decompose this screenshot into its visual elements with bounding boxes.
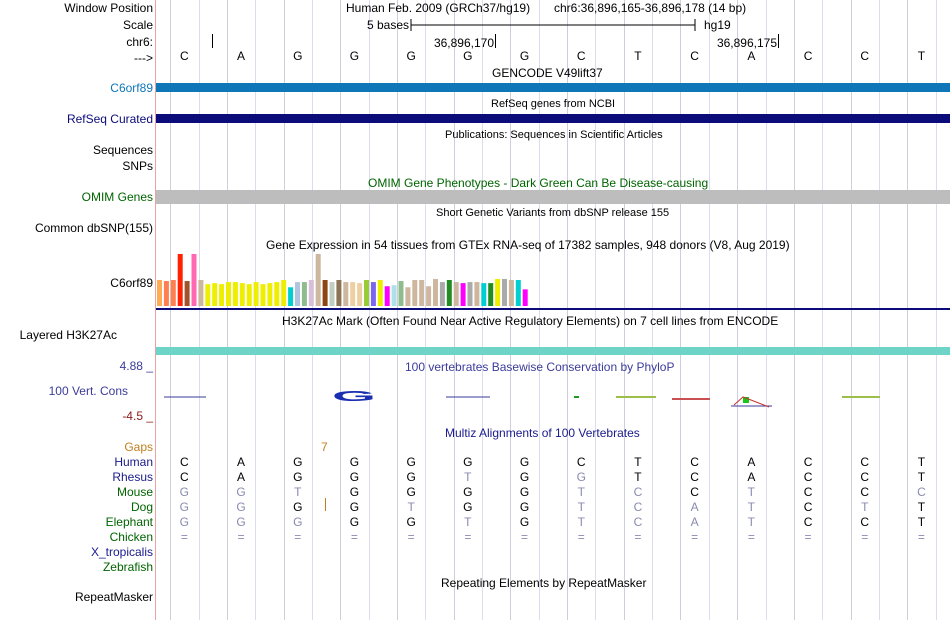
base-grid [156, 0, 950, 620]
aligned-base: G [179, 500, 190, 514]
label-strand-arrow: ---> [134, 51, 153, 65]
aligned-base: = [464, 530, 472, 544]
omim-title: OMIM Gene Phenotypes - Dark Green Can Be Disease-causing [368, 176, 709, 190]
gtex-tissue-bar[interactable] [274, 282, 279, 306]
label-gtex-gene[interactable]: C6orf89 [110, 276, 153, 290]
aligned-base: C [803, 455, 813, 469]
aligned-base: C [576, 455, 586, 469]
grid-line [284, 0, 285, 620]
gtex-tissue-bar[interactable] [302, 282, 307, 306]
aligned-base: T [917, 515, 926, 529]
reference-base: T [634, 49, 642, 63]
gtex-tissue-bar[interactable] [323, 280, 328, 306]
refseq-title: RefSeq genes from NCBI [491, 98, 616, 110]
reference-base: C [803, 49, 813, 63]
gtex-tissue-bar[interactable] [261, 284, 266, 306]
aligned-base: G [293, 455, 303, 469]
aligned-base: C [803, 515, 813, 529]
coord-tick-left [212, 34, 213, 48]
aligned-base: G [349, 515, 360, 529]
reference-base: C [180, 49, 189, 63]
species-label[interactable]: Human [114, 455, 153, 469]
phylop-title: 100 vertebrates Basewise Conservation by PhyloP [405, 360, 675, 374]
gtex-tissue-bar[interactable] [392, 285, 397, 306]
gtex-tissue-bar[interactable] [185, 281, 190, 306]
gtex-tissue-bar[interactable] [157, 280, 162, 306]
label-scale: Scale [122, 18, 153, 32]
gencode-title: GENCODE V49lift37 [492, 66, 603, 80]
aligned-base: = [804, 530, 812, 544]
gtex-tissue-bar[interactable] [330, 282, 335, 306]
gtex-tissue-bar[interactable] [419, 280, 424, 306]
aligned-base: C [633, 515, 643, 529]
aligned-base: T [577, 500, 585, 514]
gtex-tissue-bar[interactable] [171, 280, 176, 306]
aligned-base: C [803, 500, 813, 514]
reference-base: G [519, 49, 530, 63]
gtex-tissue-bar[interactable] [295, 282, 300, 306]
gaps-count: 7 [321, 440, 328, 454]
aligned-base: C [803, 470, 813, 484]
label-refseq-curated[interactable]: RefSeq Curated [66, 112, 153, 126]
aligned-base: C [860, 515, 870, 529]
aligned-base: T [577, 515, 585, 529]
label-100-vert-cons[interactable]: 100 Vert. Cons [48, 384, 128, 398]
aligned-base: A [237, 455, 246, 469]
aligned-base: T [294, 485, 302, 499]
aligned-base: G [349, 470, 360, 484]
grid-line [822, 0, 823, 620]
aligned-base: G [519, 500, 530, 514]
species-label[interactable]: X_tropicalis [90, 545, 153, 559]
gtex-tissue-bar[interactable] [233, 282, 238, 306]
label-separator [155, 0, 156, 620]
gtex-tissue-bar[interactable] [412, 280, 417, 306]
aligned-base: = [577, 530, 585, 544]
omim-gene-bar[interactable] [156, 190, 950, 204]
gtex-tissue-bar[interactable] [247, 284, 252, 306]
aligned-base: T [917, 500, 926, 514]
reference-base: G [293, 49, 303, 63]
gtex-tissue-bar[interactable] [240, 283, 245, 306]
aligned-base: = [861, 530, 869, 544]
gtex-tissue-bar[interactable] [364, 280, 369, 306]
multiz-title: Multiz Alignments of 100 Vertebrates [445, 426, 640, 440]
gtex-tissue-bar[interactable] [226, 282, 231, 306]
aligned-base: C [690, 485, 699, 499]
grid-line [680, 0, 681, 620]
reference-base: G [406, 49, 416, 63]
grid-line [624, 0, 625, 620]
gtex-tissue-bar[interactable] [192, 254, 197, 306]
grid-line [879, 0, 880, 620]
label-snps[interactable]: SNPs [122, 159, 153, 173]
aligned-base: T [464, 515, 472, 529]
dbsnp-title: Short Genetic Variants from dbSNP release 155 [436, 207, 670, 219]
aligned-base: C [860, 455, 870, 469]
gtex-tissue-bar[interactable] [502, 279, 507, 306]
reference-base: C [576, 49, 586, 63]
gtex-tissue-bar[interactable] [357, 283, 362, 306]
aligned-base: T [577, 485, 585, 499]
grid-line [397, 0, 398, 620]
aligned-base: G [576, 470, 586, 484]
scale-db: hg19 [704, 18, 731, 32]
grid-line [255, 0, 256, 620]
species-label[interactable]: Chicken [109, 530, 153, 544]
aligned-base: G [463, 500, 473, 514]
aligned-base: A [237, 470, 246, 484]
aligned-base: T [464, 470, 472, 484]
grid-line [766, 0, 767, 620]
grid-line [454, 0, 455, 620]
aligned-base: C [180, 455, 189, 469]
gtex-divider [156, 308, 950, 310]
gtex-tissue-bar[interactable] [164, 281, 169, 306]
grid-line [227, 0, 228, 620]
gtex-tissue-bar[interactable] [336, 280, 341, 306]
grid-line [851, 0, 852, 620]
aligned-base: = [407, 530, 415, 544]
coord-label-1: 36,896,170 [433, 36, 494, 50]
label-chrom: chr6: [126, 35, 153, 49]
aligned-base: = [747, 530, 755, 544]
reference-base: A [747, 49, 756, 63]
aligned-base: T [634, 455, 642, 469]
h3k27ac-title: H3K27Ac Mark (Often Found Near Active Regulatory Elements) on 7 cell lines from ENCODE [282, 314, 779, 328]
gtex-bars[interactable] [156, 253, 536, 307]
h3k27ac-bar[interactable] [156, 347, 950, 355]
aligned-base: C [633, 485, 643, 499]
aligned-base: C [690, 470, 699, 484]
phylop-signal[interactable] [156, 380, 950, 414]
gtex-tissue-bar[interactable] [198, 280, 203, 306]
aligned-base: G [463, 485, 473, 499]
grid-line [794, 0, 795, 620]
aligned-base: T [747, 485, 756, 499]
gtex-tissue-bar[interactable] [219, 284, 224, 306]
aligned-base: T [917, 470, 926, 484]
aligned-base: G [406, 455, 416, 469]
aligned-base: T [917, 455, 926, 469]
species-label[interactable]: Dog [130, 500, 153, 514]
aligned-base: G [349, 485, 360, 499]
reference-base: A [237, 49, 246, 63]
aligned-base: A [690, 515, 699, 529]
gtex-tissue-bar[interactable] [350, 282, 355, 306]
grid-line [907, 0, 908, 620]
aligned-base: = [350, 530, 358, 544]
refseq-gene-bar[interactable] [156, 114, 950, 123]
gtex-tissue-bar[interactable] [481, 283, 486, 306]
aligned-base: C [860, 470, 870, 484]
aligned-base: C [917, 485, 926, 499]
aligned-base: = [691, 530, 699, 544]
label-phylop-max: 4.88 _ [119, 359, 153, 373]
repeatmasker-title: Repeating Elements by RepeatMasker [441, 576, 647, 590]
aligned-base: G [519, 485, 530, 499]
reference-base: C [860, 49, 870, 63]
aligned-base: A [690, 500, 699, 514]
gtex-tissue-bar[interactable] [495, 279, 500, 306]
aligned-base: C [633, 500, 643, 514]
species-label[interactable]: Zebrafish [102, 560, 153, 574]
gtex-tissue-bar[interactable] [399, 281, 404, 306]
species-label[interactable]: Rhesus [112, 470, 153, 484]
aligned-base: T [747, 500, 756, 514]
reference-base: T [917, 49, 926, 63]
label-gaps[interactable]: Gaps [124, 440, 153, 454]
aligned-base: A [747, 455, 756, 469]
aligned-base: G [463, 455, 473, 469]
grid-line [482, 0, 483, 620]
aligned-base: G [406, 485, 416, 499]
aligned-base: = [180, 530, 188, 544]
gtex-tissue-bar[interactable] [343, 282, 348, 306]
coord-tick-2 [778, 34, 779, 48]
gtex-tissue-bar[interactable] [254, 282, 259, 306]
svg-text:G: G [332, 388, 376, 405]
gtex-tissue-bar[interactable] [205, 284, 210, 306]
coord-tick-1 [495, 34, 496, 48]
grid-line [539, 0, 540, 620]
aligned-base: = [237, 530, 245, 544]
aligned-base: G [236, 515, 246, 529]
label-window-position: Window Position [64, 1, 153, 15]
scale-text: 5 bases [366, 18, 409, 32]
gtex-title: Gene Expression in 54 tissues from GTEx RNA-seq of 17382 samples, 948 donors (V8, Aug 2019) [266, 238, 790, 252]
aligned-base: C [860, 485, 870, 499]
aligned-base: = [917, 530, 925, 544]
grid-line [737, 0, 738, 620]
grid-line [652, 0, 653, 620]
coord-label-2: 36,896,175 [716, 36, 777, 50]
gtex-tissue-bar[interactable] [426, 286, 431, 306]
aligned-base: G [179, 515, 190, 529]
aligned-base: G [349, 500, 360, 514]
grid-line [595, 0, 596, 620]
label-sequences[interactable]: Sequences [92, 143, 153, 157]
aligned-base: A [747, 470, 756, 484]
label-gencode-gene[interactable]: C6orf89 [110, 81, 153, 95]
gtex-tissue-bar[interactable] [447, 280, 452, 306]
label-repeatmasker[interactable]: RepeatMasker [74, 590, 153, 604]
aligned-base: C [180, 470, 189, 484]
label-omim-genes[interactable]: OMIM Genes [81, 190, 153, 204]
species-label[interactable]: Elephant [105, 515, 153, 529]
label-layered-h3k27ac[interactable]: Layered H3K27Ac [19, 328, 117, 342]
reference-base: C [690, 49, 699, 63]
reference-base: G [463, 49, 473, 63]
aligned-base: C [803, 485, 813, 499]
position-range: chr6:36,896,165-36,896,178 (14 bp) [554, 1, 747, 15]
gtex-tissue-bar[interactable] [309, 280, 314, 306]
aligned-base: T [747, 515, 756, 529]
gtex-tissue-bar[interactable] [281, 280, 286, 306]
grid-line [567, 0, 568, 620]
insertion-marker [325, 498, 326, 511]
gtex-tissue-bar[interactable] [178, 254, 183, 306]
aligned-base: G [406, 515, 416, 529]
grid-line [425, 0, 426, 620]
gtex-tissue-bar[interactable] [474, 282, 479, 306]
grid-line [340, 0, 341, 620]
scale-bar [409, 17, 697, 33]
gencode-gene-bar[interactable] [156, 83, 950, 92]
aligned-base: G [236, 500, 246, 514]
aligned-base: = [634, 530, 642, 544]
grid-line [510, 0, 511, 620]
gtex-tissue-bar[interactable] [385, 286, 390, 306]
aligned-base: G [293, 500, 303, 514]
label-common-dbsnp[interactable]: Common dbSNP(155) [34, 221, 153, 235]
gtex-tissue-bar[interactable] [440, 282, 445, 306]
aligned-base: T [407, 500, 415, 514]
aligned-base: G [406, 470, 416, 484]
gtex-tissue-bar[interactable] [378, 280, 383, 306]
gtex-tissue-bar[interactable] [405, 287, 410, 306]
gtex-tissue-bar[interactable] [433, 279, 438, 306]
gtex-tissue-bar[interactable] [523, 289, 528, 306]
gtex-tissue-bar[interactable] [267, 283, 272, 306]
grid-line [369, 0, 370, 620]
gtex-tissue-bar[interactable] [509, 280, 514, 306]
aligned-base: G [519, 515, 530, 529]
aligned-base: G [293, 470, 303, 484]
label-phylop-min: -4.5 _ [122, 409, 153, 423]
grid-line [170, 0, 171, 620]
aligned-base: G [179, 485, 190, 499]
aligned-base: = [294, 530, 302, 544]
gtex-tissue-bar[interactable] [468, 282, 473, 306]
gtex-tissue-bar[interactable] [454, 282, 459, 306]
aligned-base: G [349, 455, 360, 469]
gtex-tissue-bar[interactable] [212, 283, 217, 306]
assembly-title: Human Feb. 2009 (GRCh37/hg19) [346, 1, 531, 15]
grid-line [936, 0, 937, 620]
gtex-tissue-bar[interactable] [316, 254, 321, 306]
gtex-tissue-bar[interactable] [461, 283, 466, 306]
species-label[interactable]: Mouse [116, 485, 153, 499]
grid-line [312, 0, 313, 620]
aligned-base: T [634, 470, 642, 484]
reference-base: G [349, 49, 360, 63]
gtex-tissue-bar[interactable] [288, 287, 293, 306]
grid-line [199, 0, 200, 620]
grid-line [709, 0, 710, 620]
aligned-base: G [519, 455, 530, 469]
aligned-base: T [861, 500, 869, 514]
publications-title: Publications: Sequences in Scientific Articles [445, 129, 663, 141]
gtex-tissue-bar[interactable] [488, 283, 493, 306]
aligned-base: G [519, 470, 530, 484]
aligned-base: C [690, 455, 699, 469]
aligned-base: = [521, 530, 529, 544]
aligned-base: G [236, 485, 246, 499]
gtex-tissue-bar[interactable] [371, 282, 376, 306]
aligned-base: G [293, 515, 303, 529]
gtex-tissue-bar[interactable] [516, 280, 521, 306]
